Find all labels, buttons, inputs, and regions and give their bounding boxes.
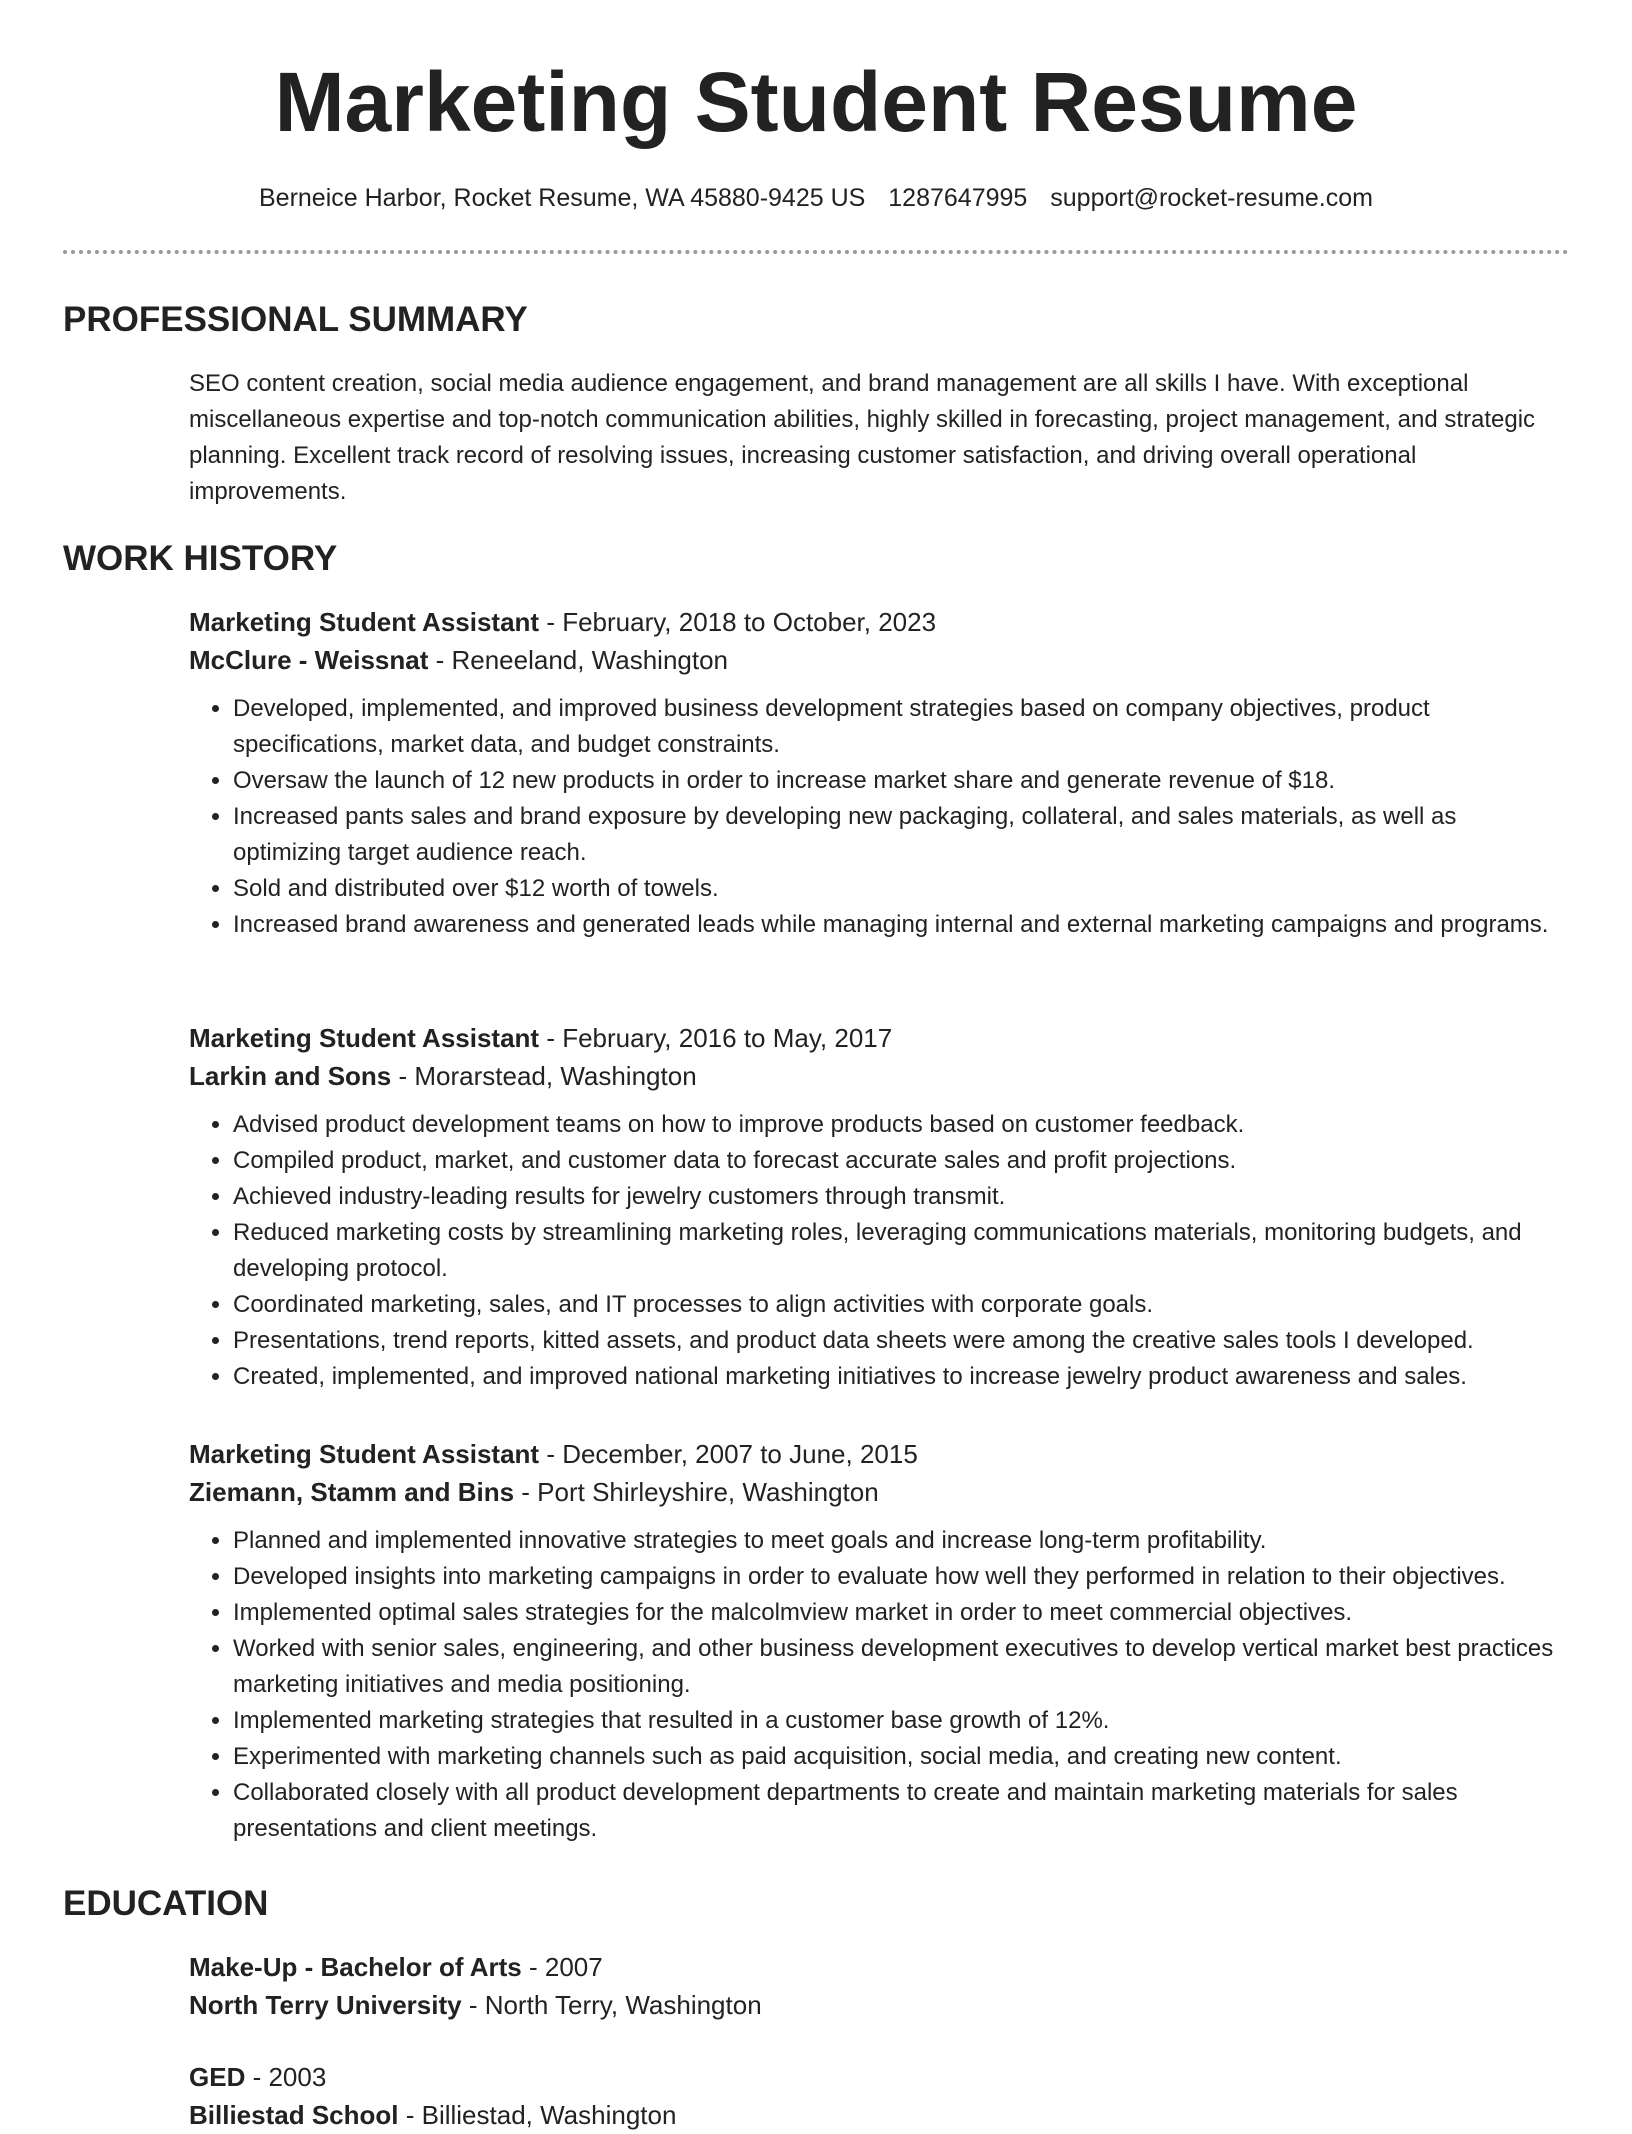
job-bullet: • Compiled product, market, and customer data to forecast accurate sales and profit projections. (233, 1143, 1569, 1179)
job-title-line (189, 1019, 1569, 1057)
resume-title: Marketing Student Resume (274, 55, 1358, 149)
job-title: Marketing Student Assistant (189, 607, 540, 637)
job-bullet: • Worked with senior sales, engineering, and other business development executives to develop vertical market best practices marketing initiatives and media positioning. (233, 1631, 1569, 1703)
job-company-line (189, 641, 1569, 679)
contact-phone: 1287647995 (888, 184, 1028, 212)
education-school-line (189, 2096, 1569, 2134)
education-school: Billiestad School (189, 2100, 399, 2130)
education-location: - Billiestad, Washington (398, 2100, 677, 2130)
job-bullet: • Oversaw the launch of 12 new products in order to increase market share and generate revenue of $18. (233, 763, 1569, 799)
contact-address: Berneice Harbor, Rocket Resume, WA 45880-9425 US (259, 184, 866, 212)
job-bullets (189, 1107, 1569, 1395)
summary-heading: PROFESSIONAL SUMMARY (63, 300, 528, 339)
education-degree-line (189, 1948, 1569, 1986)
job-bullet: • Sold and distributed over $12 worth of towels. (233, 871, 1569, 907)
job-bullet: • Increased brand awareness and generated leads while managing internal and external marketing campaigns and programs. (233, 907, 1569, 943)
job-bullet: • Planned and implemented innovative strategies to meet goals and increase long-term profitability. (233, 1523, 1569, 1559)
job-entry (189, 603, 1569, 943)
job-title-line (189, 603, 1569, 641)
job-bullet: • Achieved industry-leading results for jewelry customers through transmit. (233, 1179, 1569, 1215)
job-location: - Morarstead, Washington (391, 1061, 697, 1091)
job-bullet: • Reduced marketing costs by streamlining marketing roles, leveraging communications materials, monitoring budgets, and developing protocol. (233, 1215, 1569, 1287)
job-title: Marketing Student Assistant (189, 1023, 540, 1053)
education-entry (189, 1948, 1569, 2024)
job-title: Marketing Student Assistant (189, 1439, 540, 1469)
job-bullet: • Collaborated closely with all product development departments to create and maintain marketing materials for sales presentations and client meetings. (233, 1775, 1569, 1847)
education-year: - 2007 (521, 1952, 603, 1982)
job-location: - Reneeland, Washington (428, 645, 729, 675)
job-bullet: • Created, implemented, and improved national marketing initiatives to increase jewelry product awareness and sales. (233, 1359, 1569, 1395)
job-bullet: • Advised product development teams on how to improve products based on customer feedback. (233, 1107, 1569, 1143)
header-divider (63, 250, 1569, 254)
job-company-line (189, 1473, 1569, 1511)
job-bullet: • Developed, implemented, and improved business development strategies based on company objectives, product specifications, market data, and budget constraints. (233, 691, 1569, 763)
job-bullet: • Developed insights into marketing campaigns in order to evaluate how well they performed in relation to their objectives. (233, 1559, 1569, 1595)
education-school: North Terry University (189, 1990, 462, 2020)
job-bullet: • Presentations, trend reports, kitted assets, and product data sheets were among the creative sales tools I developed. (233, 1323, 1569, 1359)
job-title-line (189, 1435, 1569, 1473)
job-entry (189, 1019, 1569, 1395)
job-entry (189, 1435, 1569, 1847)
education-degree-line (189, 2058, 1569, 2096)
education-location: - North Terry, Washington (461, 1990, 762, 2020)
contact-info (0, 180, 1632, 216)
job-bullets (189, 691, 1569, 943)
job-company: Ziemann, Stamm and Bins (189, 1477, 515, 1507)
education-heading: EDUCATION (63, 1884, 269, 1923)
job-dates: - February, 2018 to October, 2023 (539, 607, 937, 637)
work-history-heading: WORK HISTORY (63, 539, 338, 578)
job-bullet: • Experimented with marketing channels such as paid acquisition, social media, and creating new content. (233, 1739, 1569, 1775)
job-dates: - February, 2016 to May, 2017 (539, 1023, 893, 1053)
education-year: - 2003 (245, 2062, 327, 2092)
education-school-line (189, 1986, 1569, 2024)
job-bullets (189, 1523, 1569, 1847)
job-bullet: • Increased pants sales and brand exposure by developing new packaging, collateral, and sales materials, as well as optimizing target audience reach. (233, 799, 1569, 871)
job-bullet: • Implemented marketing strategies that resulted in a customer base growth of 12%. (233, 1703, 1569, 1739)
summary-section (189, 366, 1569, 510)
job-company: Larkin and Sons (189, 1061, 392, 1091)
job-company-line (189, 1057, 1569, 1095)
education-degree: GED (189, 2062, 246, 2092)
education-entry (189, 2058, 1569, 2134)
education-degree: Make-Up - Bachelor of Arts (189, 1952, 522, 1982)
summary-text: SEO content creation, social media audience engagement, and brand management are all skills I have. With exceptional miscellaneous expertise and top-notch communication abilities, highly skilled in forecasting, project management, and strategic planning. Excellent track record of resolving issues, increasing customer satisfaction, and driving overall operational improvements. (189, 370, 1536, 505)
job-dates: - December, 2007 to June, 2015 (539, 1439, 918, 1469)
job-bullet: • Coordinated marketing, sales, and IT processes to align activities with corporate goals. (233, 1287, 1569, 1323)
job-bullet: • Implemented optimal sales strategies for the malcolmview market in order to meet commercial objectives. (233, 1595, 1569, 1631)
contact-email: support@rocket-resume.com (1050, 184, 1373, 212)
job-company: McClure - Weissnat (189, 645, 429, 675)
job-location: - Port Shirleyshire, Washington (514, 1477, 879, 1507)
